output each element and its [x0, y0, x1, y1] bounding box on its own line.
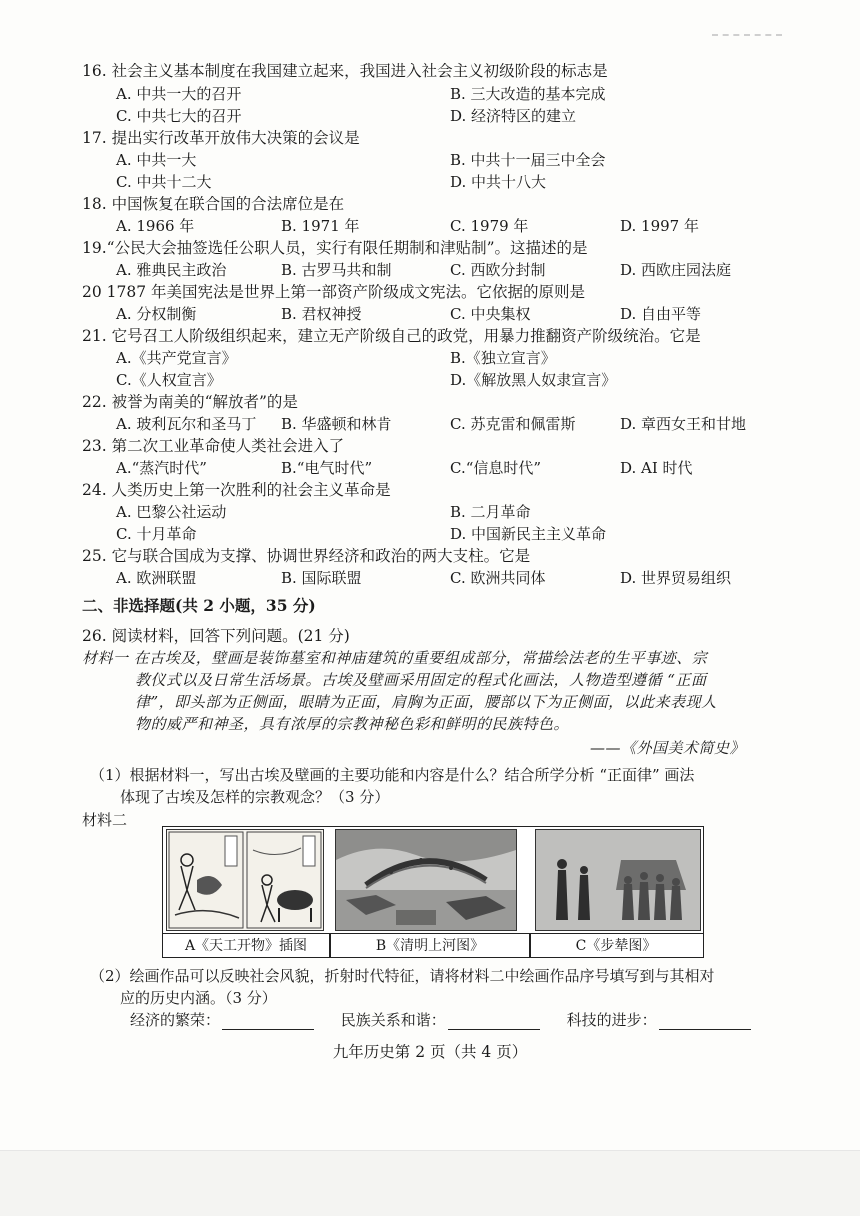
- option-17a: A. 中共一大: [116, 151, 197, 169]
- option-24a: A. 巴黎公社运动: [116, 503, 227, 521]
- material-2-figure: [162, 826, 704, 958]
- material-1-line-2: 教仪式以及日常生活场景。古埃及壁画采用固定的程式化画法，人物造型遵循 “正面: [135, 671, 707, 689]
- qingming-shanghe-tu-painting: [335, 829, 517, 931]
- question-26: 26. 阅读材料，回答下列问题。(21 分): [82, 627, 350, 645]
- question-22: 22. 被誉为南美的“解放者”的是: [82, 393, 298, 411]
- option-17b: B. 中共十一届三中全会: [450, 151, 606, 169]
- blank-label-economy: 经济的繁荣：: [130, 1011, 221, 1029]
- option-25a: A. 欧洲联盟: [116, 569, 197, 587]
- option-24c: C. 十月革命: [116, 525, 197, 543]
- figure-captions: [163, 933, 703, 958]
- option-25c: C. 欧洲共同体: [450, 569, 546, 587]
- question-19: 19.“公民大会抽签选任公职人员，实行有限任期制和津贴制”。这描述的是: [82, 239, 588, 257]
- option-19d: D. 西欧庄园法庭: [620, 261, 732, 279]
- option-22c: C. 苏克雷和佩雷斯: [450, 415, 576, 433]
- blank-label-ethnic: 民族关系和谐：: [340, 1011, 446, 1029]
- option-24b: B. 二月革命: [450, 503, 531, 521]
- option-22b: B. 华盛顿和林肯: [281, 415, 392, 433]
- option-21d: D.《解放黑人奴隶宣言》: [450, 371, 617, 389]
- option-18b: B. 1971 年: [281, 217, 360, 235]
- option-23a: A.“蒸汽时代”: [116, 459, 207, 477]
- material-1-line-4: 物的威严和神圣，具有浓厚的宗教神秘色彩和鲜明的民族特色。: [135, 715, 570, 733]
- caption-c: C《步辇图》: [575, 938, 657, 954]
- option-20a: A. 分权制衡: [116, 305, 197, 323]
- page-footer: 九年历史第 2 页（共 4 页）: [332, 1043, 528, 1061]
- material-2-label: 材料二: [82, 811, 128, 829]
- question-24: 24. 人类历史上第一次胜利的社会主义革命是: [82, 481, 391, 499]
- blank-ethnic[interactable]: [448, 1013, 540, 1030]
- material-1-citation: ——《外国美术简史》: [590, 739, 746, 757]
- option-19b: B. 古罗马共和制: [281, 261, 392, 279]
- option-22a: A. 玻利瓦尔和圣马丁: [116, 415, 257, 433]
- section-heading: 二、非选择题(共 2 小题，35 分): [82, 596, 316, 615]
- blank-technology[interactable]: [659, 1013, 751, 1030]
- part-2-line-1: （2）绘画作品可以反映社会风貌，折射时代特征，请将材料二中绘画作品序号填写到与其相对: [90, 967, 715, 985]
- option-23b: B.“电气时代”: [281, 459, 373, 477]
- material-1-line-3: 律”，即头部为正侧面，眼睛为正面，肩胸为正面，腰部以下为正侧面，以此来表现人: [135, 693, 717, 711]
- option-22d: D. 章西女王和甘地: [620, 415, 747, 433]
- option-16a: A. 中共一大的召开: [116, 85, 242, 103]
- material-1-line-1: 材料一 在古埃及，壁画是装饰墓室和神庙建筑的重要组成部分，常描绘法老的生平事迹、宗: [82, 649, 708, 667]
- answer-blanks-row: [130, 1010, 751, 1030]
- bunian-tu-painting: [535, 829, 701, 931]
- option-16d: D. 经济特区的建立: [450, 107, 577, 125]
- part-1-line-2: 体现了古埃及怎样的宗教观念？（3 分）: [120, 788, 390, 806]
- option-21c: C.《人权宣言》: [116, 371, 222, 389]
- scan-edge-mark: [712, 34, 782, 39]
- question-20: 20 1787 年美国宪法是世界上第一部资产阶级成文宪法。它依据的原则是: [82, 283, 586, 301]
- option-23c: C.“信息时代”: [450, 459, 542, 477]
- caption-a: A《天工开物》插图: [184, 938, 308, 954]
- option-18c: C. 1979 年: [450, 217, 529, 235]
- option-18a: A. 1966 年: [116, 217, 195, 235]
- option-21b: B.《独立宣言》: [450, 349, 556, 367]
- part-2-line-2: 应的历史内涵。（3 分）: [120, 989, 277, 1007]
- option-20c: C. 中央集权: [450, 305, 531, 323]
- blank-economy[interactable]: [222, 1013, 314, 1030]
- question-18: 18. 中国恢复在联合国的合法席位是在: [82, 195, 345, 213]
- option-19c: C. 西欧分封制: [450, 261, 546, 279]
- option-17c: C. 中共十二大: [116, 173, 212, 191]
- option-25b: B. 国际联盟: [281, 569, 362, 587]
- question-17: 17. 提出实行改革开放伟大决策的会议是: [82, 129, 360, 147]
- option-19a: A. 雅典民主政治: [116, 261, 227, 279]
- question-21: 21. 它号召工人阶级组织起来，建立无产阶级自己的政党，用暴力推翻资产阶级统治。它是: [82, 327, 701, 345]
- blank-label-technology: 科技的进步：: [566, 1011, 657, 1029]
- question-16: 16. 社会主义基本制度在我国建立起来，我国进入社会主义初级阶段的标志是: [82, 62, 608, 80]
- option-25d: D. 世界贸易组织: [620, 569, 732, 587]
- option-17d: D. 中共十八大: [450, 173, 547, 191]
- question-23: 23. 第二次工业革命使人类社会进入了: [82, 437, 345, 455]
- option-24d: D. 中国新民主主义革命: [450, 525, 607, 543]
- option-20d: D. 自由平等: [620, 305, 702, 323]
- option-18d: D. 1997 年: [620, 217, 699, 235]
- option-16b: B. 三大改造的基本完成: [450, 85, 606, 103]
- scan-bottom-band: [0, 1150, 860, 1216]
- option-16c: C. 中共七大的召开: [116, 107, 242, 125]
- option-21a: A.《共产党宣言》: [116, 349, 237, 367]
- caption-b: B《清明上河图》: [375, 938, 485, 954]
- option-23d: D. AI 时代: [620, 459, 693, 477]
- option-20b: B. 君权神授: [281, 305, 362, 323]
- question-25: 25. 它与联合国成为支撑、协调世界经济和政治的两大支柱。它是: [82, 547, 531, 565]
- tiangong-kaiwu-illustration: [166, 829, 324, 931]
- part-1-line-1: （1）根据材料一，写出古埃及壁画的主要功能和内容是什么？结合所学分析 “正面律” 画法: [90, 766, 695, 784]
